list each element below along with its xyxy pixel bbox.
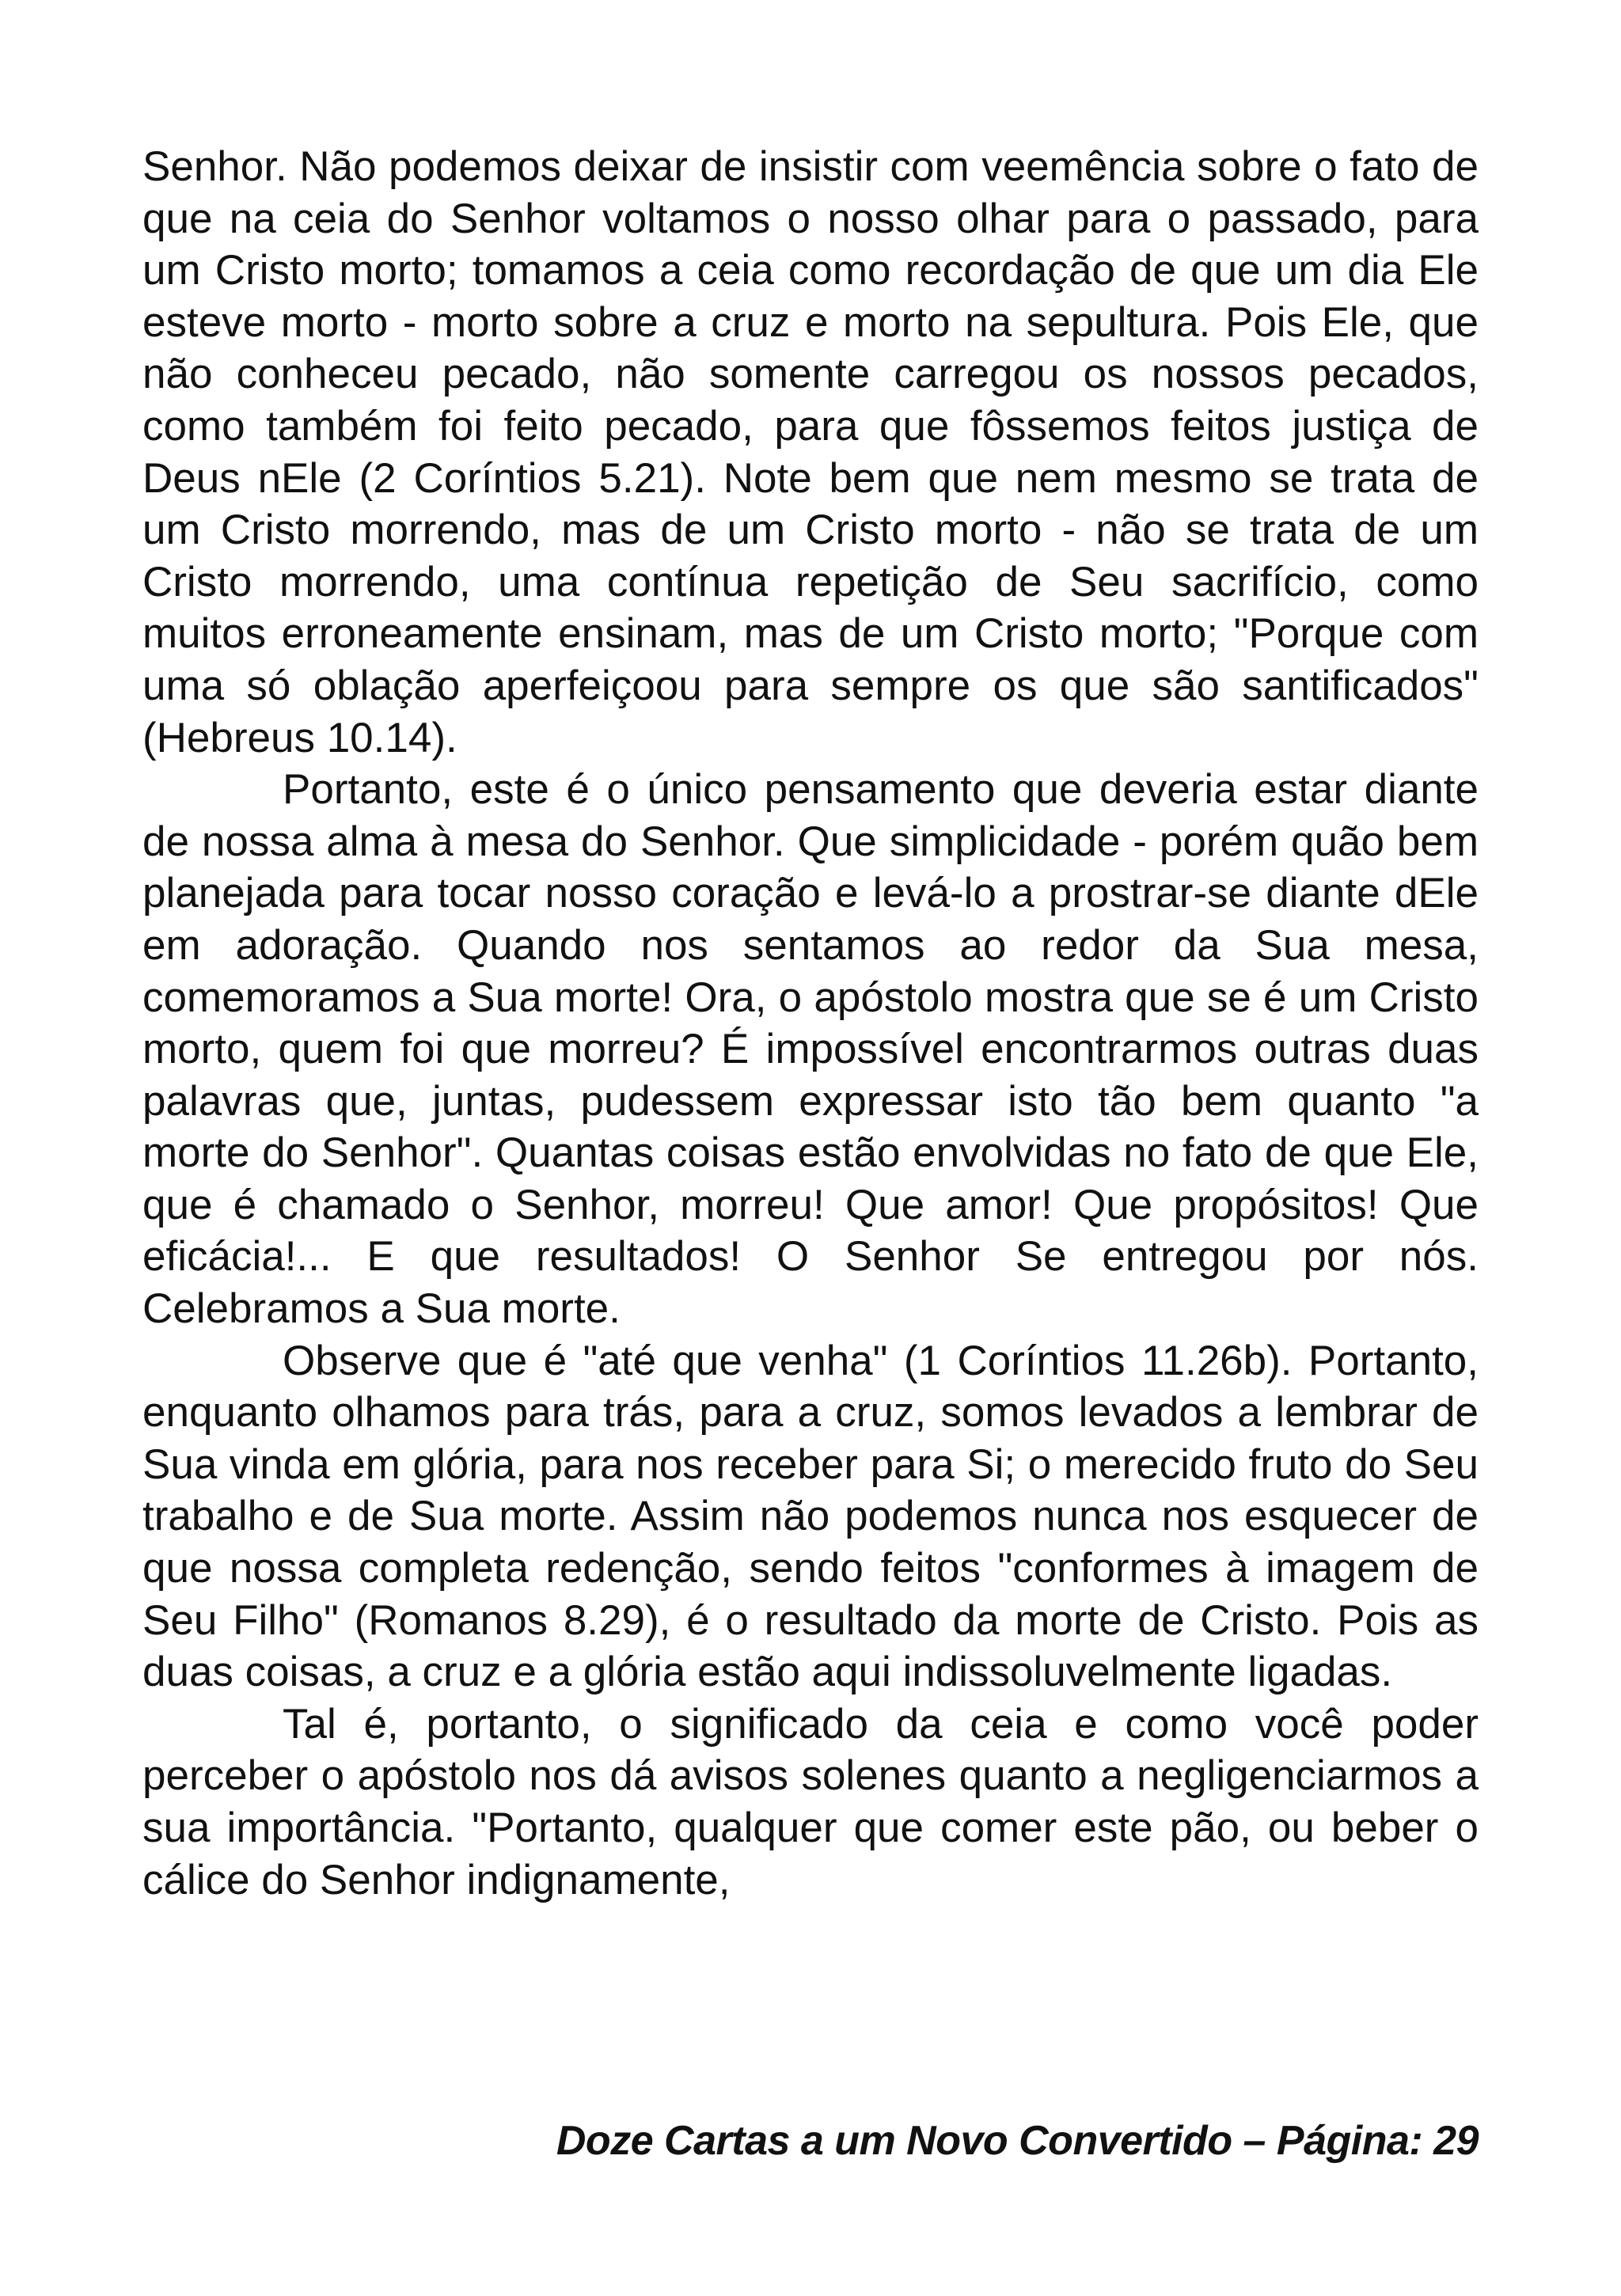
page-footer: Doze Cartas a um Novo Convertido – Página: 29: [556, 2118, 1479, 2164]
paragraph-4: Tal é, portanto, o significado da ceia e como você poder perceber o apóstolo nos dá avisos solenes quanto a negligenciarmos a sua importância. "Portanto, qualquer que comer este pão, ou beber o cálice do Senhor indignamente,: [142, 1700, 1479, 1903]
paragraph-2: Portanto, este é o único pensamento que deveria estar diante de nossa alma à mesa do Senhor. Que simplicidade - porém quão bem planejada para tocar nosso coração e levá-lo a prostrar-se diante dEle em adoração. Quando nos sentamos ao redor da Sua mesa, comemoramos a Sua morte! Ora, o apóstolo mostra que se é um Cristo morto, quem foi que morreu? É impossível encontrarmos outras duas palavras que, juntas, pudessem expressar isto tão bem quanto "a morte do Senhor". Quantas coisas estão envolvidas no fato de que Ele, que é chamado o Senhor, morreu! Que amor! Que propósitos! Que eficácia!... E que resultados! O Senhor Se entregou por nós. Celebramos a Sua morte.: [142, 766, 1479, 1333]
body-text: [142, 141, 1479, 1906]
paragraph-1: Senhor. Não podemos deixar de insistir com veemência sobre o fato de que na ceia do Senhor voltamos o nosso olhar para o passado, para um Cristo morto; tomamos a ceia como recordação de que um dia Ele esteve morto - morto sobre a cruz e morto na sepultura. Pois Ele, que não conheceu pecado, não somente carregou os nossos pecados, como também foi feito pecado, para que fôssemos feitos justiça de Deus nEle (2 Coríntios 5.21). Note bem que nem mesmo se trata de um Cristo morrendo, mas de um Cristo morto - não se trata de um Cristo morrendo, uma contínua repetição de Seu sacrifício, como muitos erroneamente ensinam, mas de um Cristo morto; "Porque com uma só oblação aperfeiçoou para sempre os que são santificados" (Hebreus 10.14).: [142, 143, 1479, 761]
paragraph-3: Observe que é "até que venha" (1 Coríntios 11.26b). Portanto, enquanto olhamos para trás, para a cruz, somos levados a lembrar de Sua vinda em glória, para nos receber para Si; o merecido fruto do Seu trabalho e de Sua morte. Assim não podemos nunca nos esquecer de que nossa completa redenção, sendo feitos "conformes à imagem de Seu Filho" (Romanos 8.29), é o resultado da morte de Cristo. Pois as duas coisas, a cruz e a glória estão aqui indissoluvelmente ligadas.: [142, 1337, 1479, 1696]
